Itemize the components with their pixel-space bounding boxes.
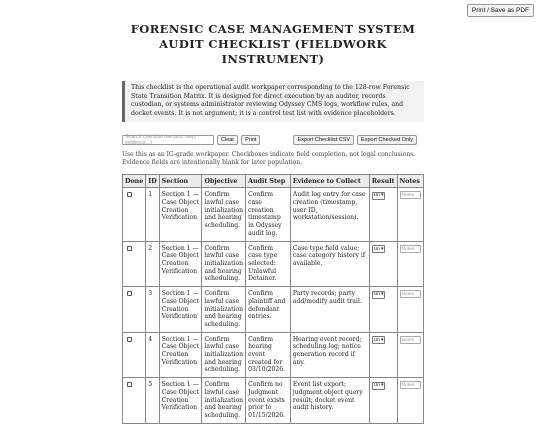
notes-input[interactable]: Notes [400,381,422,389]
header-notes: Notes [397,175,424,188]
result-select[interactable] [372,245,386,253]
row-id: 2 [146,241,159,287]
header-evidence: Evidence to Collect [290,175,369,188]
result-select[interactable] [372,291,386,299]
header-objective: Objective [202,175,246,188]
notes-cell [397,287,424,333]
table-row [123,378,424,424]
chevron-down-icon: ▾ [380,337,384,343]
row-section: Section 1 — Case Object Creation Verification [159,188,202,241]
notes-cell [397,332,424,378]
done-checkbox[interactable] [127,291,132,296]
header-done: Done [123,175,146,188]
notes-cell [397,188,424,241]
row-objective: Confirm lawful case initialization and hearing scheduling. [202,378,246,424]
clear-button[interactable]: Clear [217,135,238,145]
header-id: ID [146,175,159,188]
row-objective: Confirm lawful case initialization and hearing scheduling. [202,188,246,241]
table-row [123,241,424,287]
row-objective: Confirm lawful case initialization and hearing scheduling. [202,287,246,333]
result-cell [369,332,397,378]
toolbar [122,135,424,145]
result-value: Un [373,193,380,199]
table-row [123,287,424,333]
row-section: Section 1 — Case Object Creation Verification [159,287,202,333]
page-title: FORENSIC CASE MANAGEMENT SYSTEM AUDIT CHECKLIST (FIELDWORK INSTRUMENT) [130,22,416,66]
notes-input[interactable]: Notes [400,245,422,253]
row-section: Section 1 — Case Object Creation Verification [159,332,202,378]
result-cell [369,188,397,241]
done-cell [123,241,146,287]
checklist-table [122,174,424,423]
result-cell [369,241,397,287]
result-value: Un [373,383,380,389]
header-audit-step: Audit Step [246,175,291,188]
row-objective: Confirm lawful case initialization and hearing scheduling. [202,241,246,287]
notes-cell [397,241,424,287]
done-cell [123,188,146,241]
row-id: 5 [146,378,159,424]
row-audit-step: Confirm hearing event created for 03/10/2026. [246,332,291,378]
row-evidence: Audit log entry for case creation (timestamp, user ID, workstation/session). [290,188,369,241]
done-checkbox[interactable] [127,246,132,251]
checklist-page [122,22,424,424]
header-result: Result [369,175,397,188]
result-select[interactable] [372,382,386,390]
export-csv-button[interactable]: Export Checklist CSV [293,135,354,145]
search-input[interactable]: Search checklist (section, step, evidence...) [122,135,214,145]
row-objective: Confirm lawful case initialization and hearing scheduling. [202,332,246,378]
table-header-row [123,175,424,188]
chevron-down-icon: ▾ [380,193,384,199]
result-cell [369,378,397,424]
row-evidence: Party records; party add/modify audit trail. [290,287,369,333]
done-cell [123,287,146,333]
done-cell [123,378,146,424]
done-checkbox[interactable] [127,337,132,342]
row-audit-step: Confirm plaintiff and defendant entries. [246,287,291,333]
row-evidence: Case type field value; case category history if available. [290,241,369,287]
table-row [123,188,424,241]
done-checkbox[interactable] [127,192,132,197]
print-save-pdf-button[interactable]: Print / Save as PDF [467,4,534,17]
row-audit-step: Confirm case creation timestamp in Odyssey audit log. [246,188,291,241]
row-section: Section 1 — Case Object Creation Verification [159,241,202,287]
print-button[interactable]: Print [241,135,260,145]
row-audit-step: Confirm no Judgment event exists prior to 01/15/2026. [246,378,291,424]
notes-cell [397,378,424,424]
row-evidence: Hearing event record; scheduling log; notice generation record if any. [290,332,369,378]
notes-input[interactable]: Notes [400,336,422,344]
row-id: 3 [146,287,159,333]
done-checkbox[interactable] [127,382,132,387]
result-value: Un [373,292,380,298]
result-select[interactable] [372,336,386,344]
header-section: Section [159,175,202,188]
result-select[interactable] [372,192,386,200]
row-section: Section 1 — Case Object Creation Verification [159,378,202,424]
done-cell [123,332,146,378]
export-checked-button[interactable]: Export Checked Only [357,135,417,145]
result-value: Un [373,337,380,343]
notes-input[interactable]: Notes [400,290,422,298]
row-audit-step: Confirm case type selected: Unlawful Detainer. [246,241,291,287]
row-id: 1 [146,188,159,241]
notes-input[interactable]: Notes [400,191,422,199]
row-evidence: Event list export; judgment object query result; docket event audit history. [290,378,369,424]
chevron-down-icon: ▾ [380,246,384,252]
table-row [123,332,424,378]
result-cell [369,287,397,333]
row-id: 4 [146,332,159,378]
intro-callout: This checklist is the operational audit workpaper corresponding to the 128-row Forensic State Transition Matrix. It is designed for direct execution by an auditor, records custodian, or systems administrator reviewing Odyssey CMS logs, workflow rules, and docket events. It is not argument; it is a control test list with evidence placeholders. [122,81,424,122]
result-value: Un [373,246,380,252]
chevron-down-icon: ▾ [380,383,384,389]
usage-note: Use this as an IG-grade workpaper. Checkboxes indicate field completion, not legal conclusions. Evidence fields are intentionally blank for later population. [122,151,416,167]
chevron-down-icon: ▾ [380,292,384,298]
